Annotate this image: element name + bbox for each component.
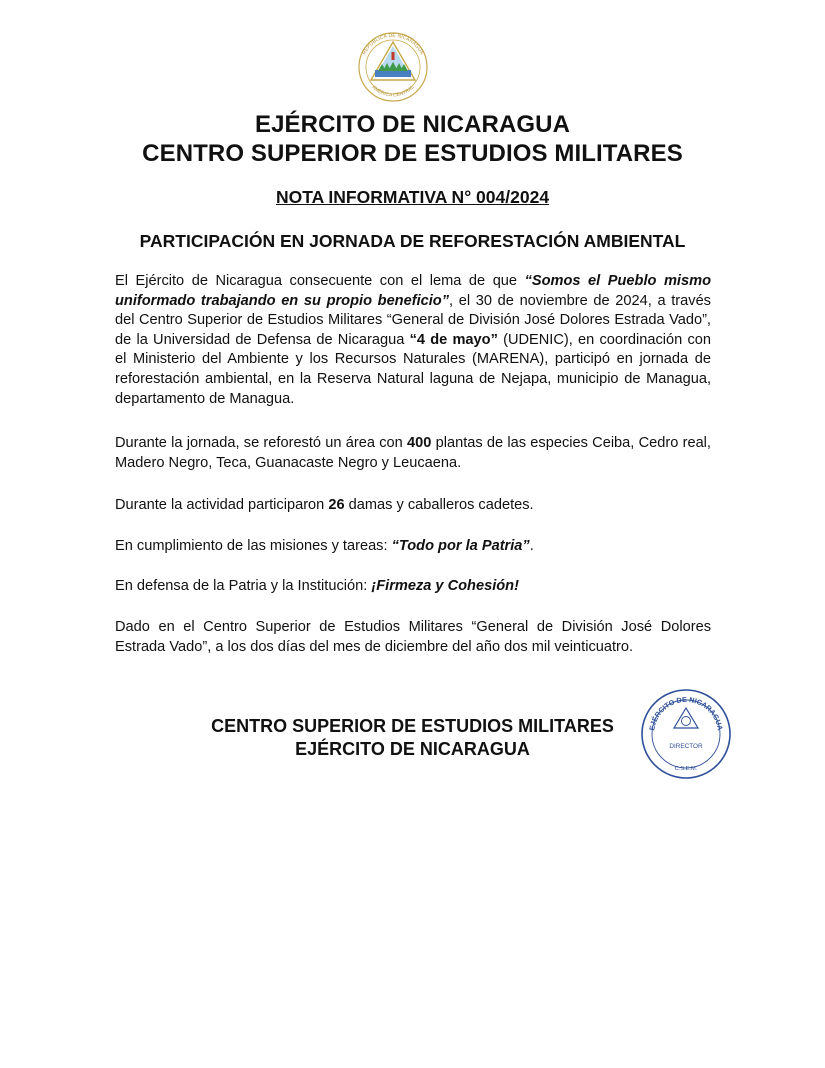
emblem-top-text: REPUBLICA DE NICARAGUA bbox=[361, 32, 425, 56]
p1-text-3: (UDENIC), en coordinación con el Ministerio del Ambiente y los Recursos Naturales (MARENA), participó en jornada de reforestación ambiental, en la Reserva Natural laguna de Nejapa, municipio de Managua, departamento de Managua. bbox=[115, 331, 712, 407]
stamp-top-text: EJÉRCITO DE NICARAGUA bbox=[647, 694, 725, 732]
body-paragraph-6: Dado en el Centro Superior de Estudios Militares “General de División José Dolores Estrada Vado”, a los dos días del mes de diciembre del año dos mil veinticuatro. bbox=[115, 619, 711, 655]
header-center: CENTRO SUPERIOR DE ESTUDIOS MILITARES bbox=[142, 140, 683, 167]
p4-motto: “Todo por la Patria” bbox=[391, 538, 530, 554]
body-paragraph-2 bbox=[115, 434, 711, 473]
p5-text-1: En defensa de la Patria y la Institución: bbox=[115, 578, 372, 594]
p3-cadet-count: 26 bbox=[328, 497, 345, 513]
document-subject: PARTICIPACIÓN EN JORNADA DE REFORESTACIÓN AMBIENTAL bbox=[139, 231, 686, 251]
stamp-role: DIRECTOR bbox=[669, 743, 703, 750]
body-paragraph-5 bbox=[115, 577, 711, 597]
p1-motto: “Somos el Pueblo mismo uniformado trabajando en su propio beneficio” bbox=[115, 273, 711, 309]
document-number: NOTA INFORMATIVA N° 004/2024 bbox=[275, 187, 550, 207]
signature-block bbox=[195, 715, 630, 761]
director-seal-stamp bbox=[640, 688, 732, 780]
signature-institution: EJÉRCITO DE NICARAGUA bbox=[295, 739, 530, 759]
p1-text-1: El Ejército de Nicaragua consecuente con el lema de que bbox=[115, 273, 525, 289]
body-paragraph-1 bbox=[115, 272, 711, 409]
p2-text-2: plantas de las especies Ceiba, Cedro real, Madero Negro, Teca, Guanacaste Negro y Leucaena. bbox=[115, 435, 711, 471]
emblem-bottom-text: AMERICA CENTRAL bbox=[370, 84, 416, 99]
p5-motto: ¡Firmeza y Cohesión! bbox=[371, 578, 519, 594]
p1-udenic-date: “4 de mayo” bbox=[409, 331, 498, 348]
p3-text-1: Durante la actividad participaron bbox=[115, 497, 329, 513]
signature-center: CENTRO SUPERIOR DE ESTUDIOS MILITARES bbox=[211, 716, 614, 736]
p1-text-2: , el 30 de noviembre de 2024, a través del Centro Superior de Estudios Militares “General de División José Dolores Estrada Vado”, de la Universidad de Defensa de Nicaragua bbox=[115, 292, 711, 348]
p2-plant-count: 400 bbox=[407, 435, 432, 451]
stamp-abbr: C.S.E.M. bbox=[674, 766, 698, 772]
body-paragraph-4 bbox=[115, 537, 711, 557]
header-institution: EJÉRCITO DE NICARAGUA bbox=[254, 111, 571, 138]
coat-of-arms-emblem bbox=[352, 28, 434, 104]
p2-text-1: Durante la jornada, se reforestó un área con bbox=[115, 435, 407, 451]
document-header bbox=[0, 110, 825, 168]
p4-text-2: . bbox=[529, 538, 534, 554]
p4-text-1: En cumplimiento de las misiones y tareas: bbox=[115, 538, 392, 554]
p3-text-2: damas y caballeros cadetes. bbox=[344, 497, 534, 513]
body-paragraph-3 bbox=[115, 496, 711, 516]
